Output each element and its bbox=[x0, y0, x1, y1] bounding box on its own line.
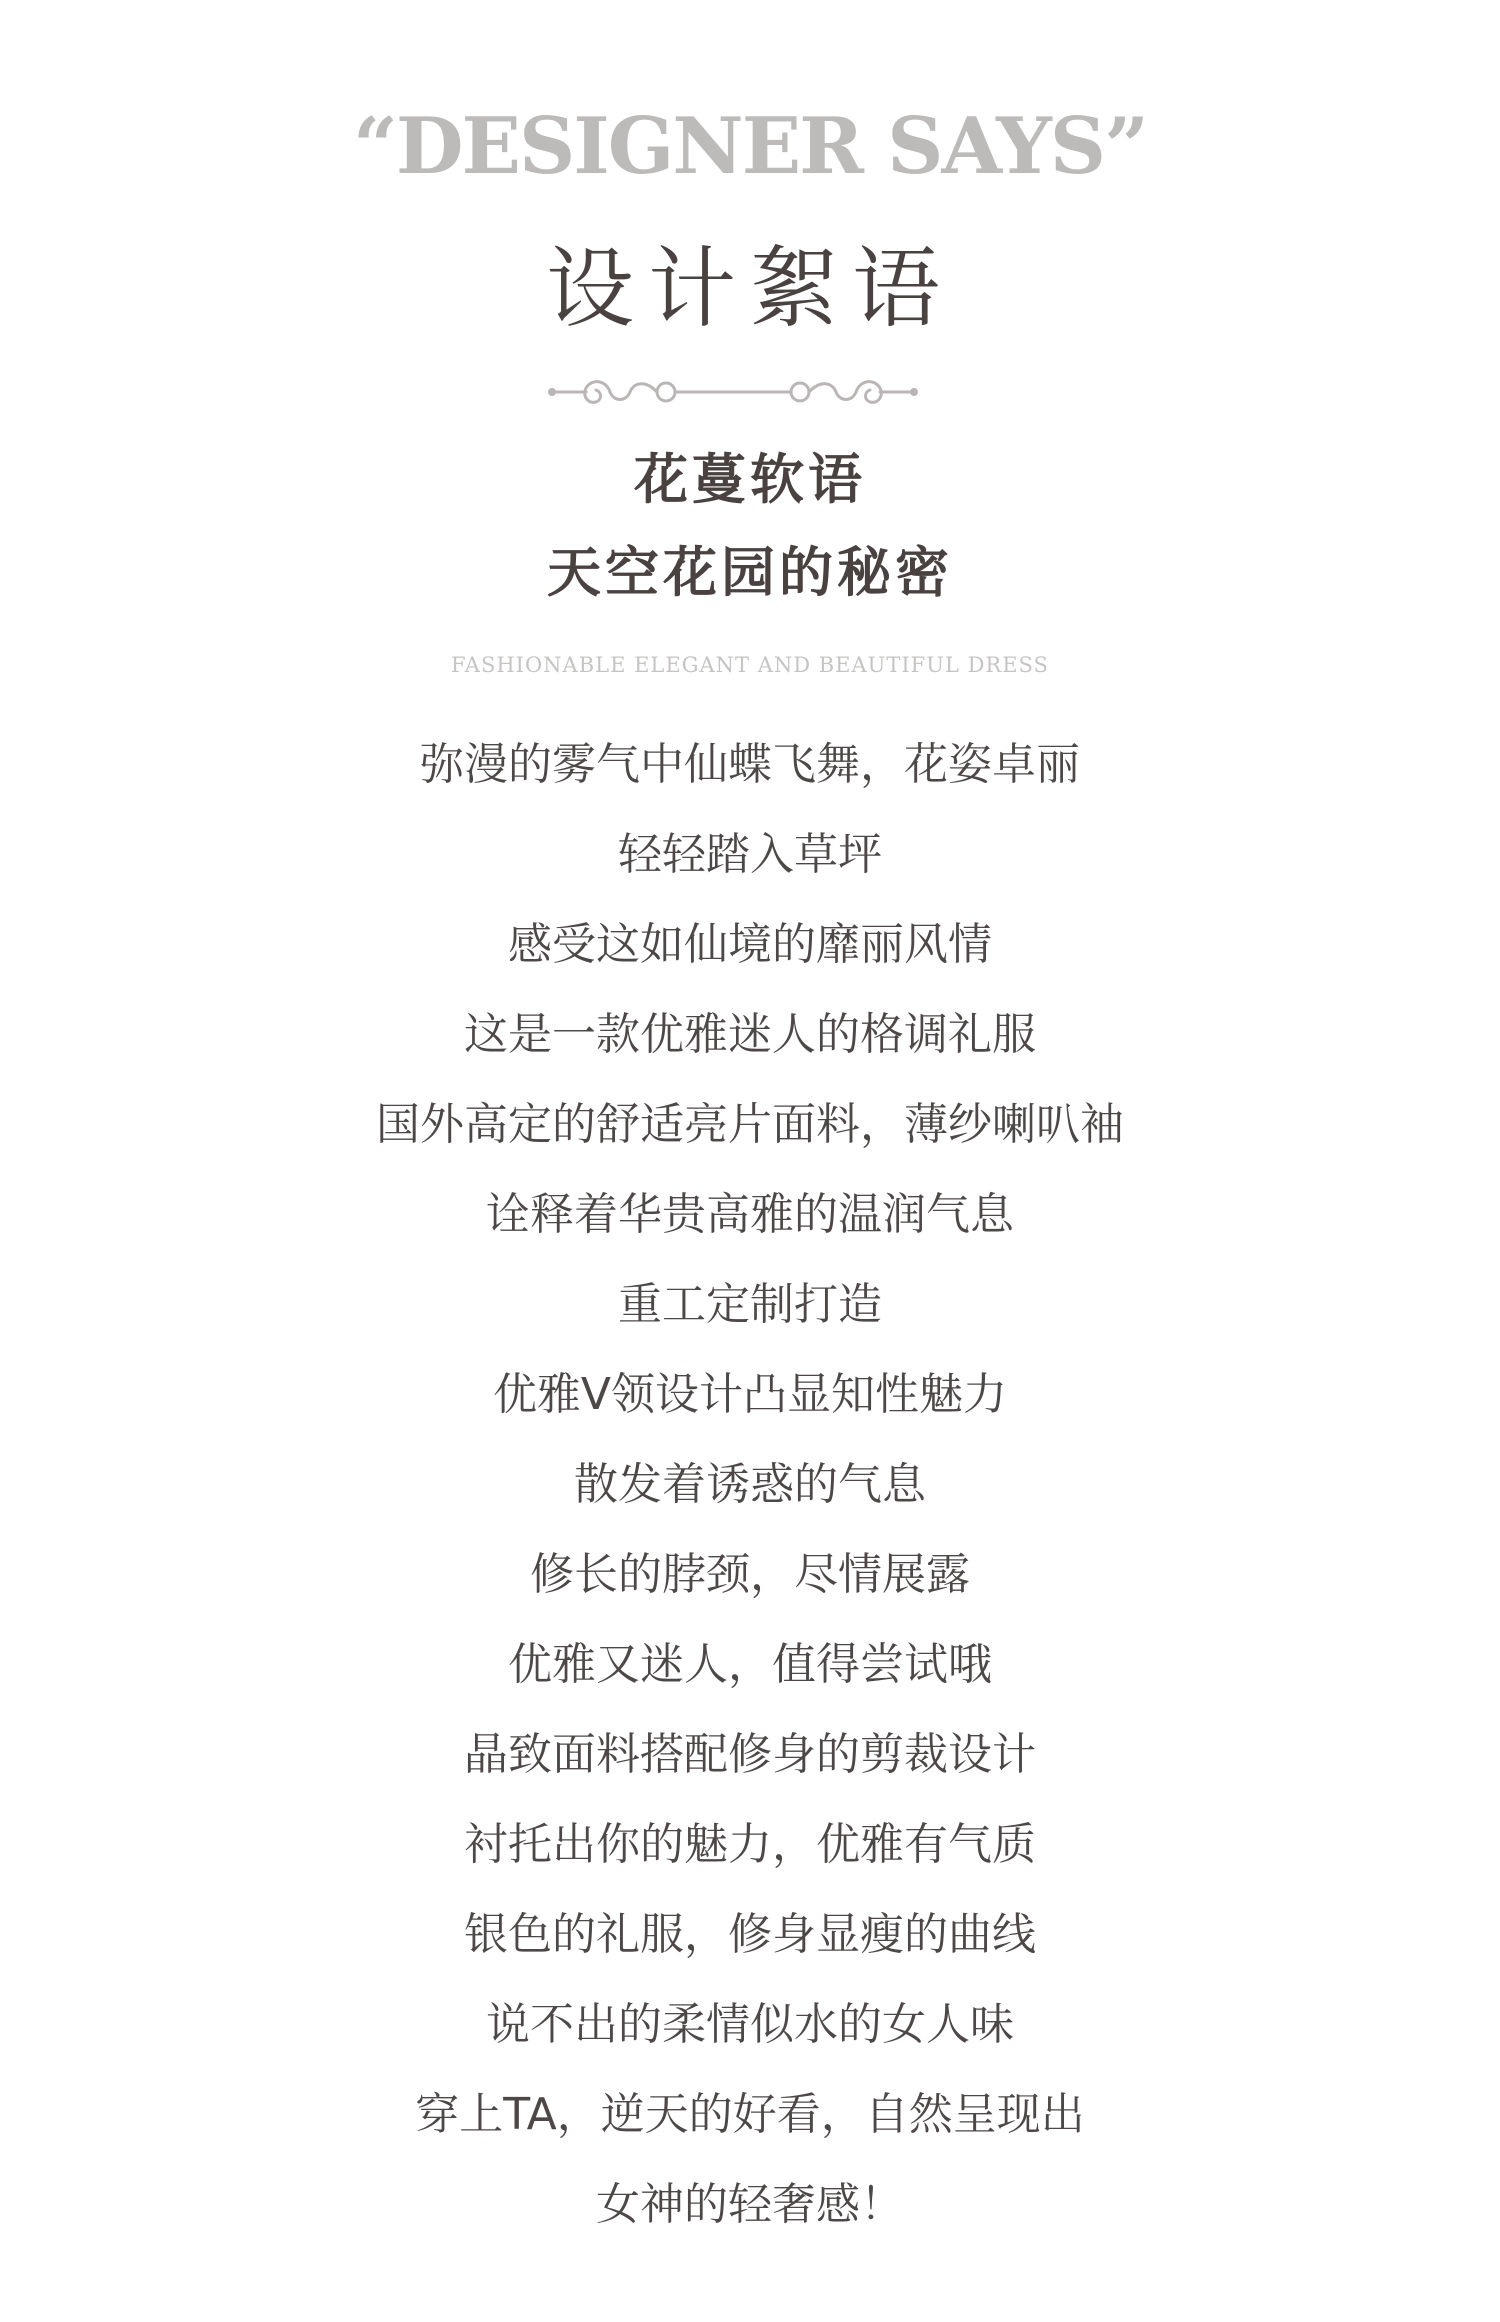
poem-line: 穿上TA，逆天的好看，自然呈现出 bbox=[415, 2089, 1085, 2140]
poem-line: 弥漫的雾气中仙蝶飞舞，花姿卓丽 bbox=[420, 739, 1080, 790]
poem-line: 这是一款优雅迷人的格调礼服 bbox=[464, 1009, 1036, 1060]
subtitle-line-2: 天空花园的秘密 bbox=[547, 540, 953, 604]
poem-line: 女神的轻奢感！ bbox=[596, 2179, 904, 2230]
subtitle-line-1: 花蔓软语 bbox=[634, 447, 866, 511]
poem-line: 诠释着华贵高雅的温润气息 bbox=[486, 1189, 1014, 1240]
poem-line: 重工定制打造 bbox=[618, 1279, 882, 1330]
poem-text-block bbox=[0, 735, 1500, 2265]
english-tagline: FASHIONABLE ELEGANT AND BEAUTIFUL DRESS bbox=[451, 653, 1049, 677]
poem-line: 衬托出你的魅力，优雅有气质 bbox=[464, 1819, 1036, 1870]
poem-line: 说不出的柔情似水的女人味 bbox=[486, 1999, 1014, 2050]
poem-line: 修长的脖颈，尽情展露 bbox=[530, 1549, 970, 1600]
poem-line: 感受这如仙境的靡丽风情 bbox=[508, 919, 992, 970]
poem-line: 优雅V领设计凸显知性魅力 bbox=[492, 1369, 1008, 1420]
poem-line: 优雅又迷人，值得尝试哦 bbox=[508, 1639, 992, 1690]
header-chinese-title: 设计絮语 bbox=[545, 237, 954, 340]
poem-line: 散发着诱惑的气息 bbox=[574, 1459, 926, 1510]
poem-line: 轻轻踏入草坪 bbox=[618, 829, 882, 880]
poem-line: 国外高定的舒适亮片面料，薄纱喇叭袖 bbox=[376, 1099, 1124, 1150]
header-english-title: “DESIGNER SAYS” bbox=[353, 101, 1147, 192]
poem-line: 晶致面料搭配修身的剪裁设计 bbox=[464, 1729, 1036, 1780]
scroll-flourish-divider-icon bbox=[548, 370, 918, 414]
poem-line: 银色的礼服，修身显瘦的曲线 bbox=[464, 1909, 1036, 1960]
